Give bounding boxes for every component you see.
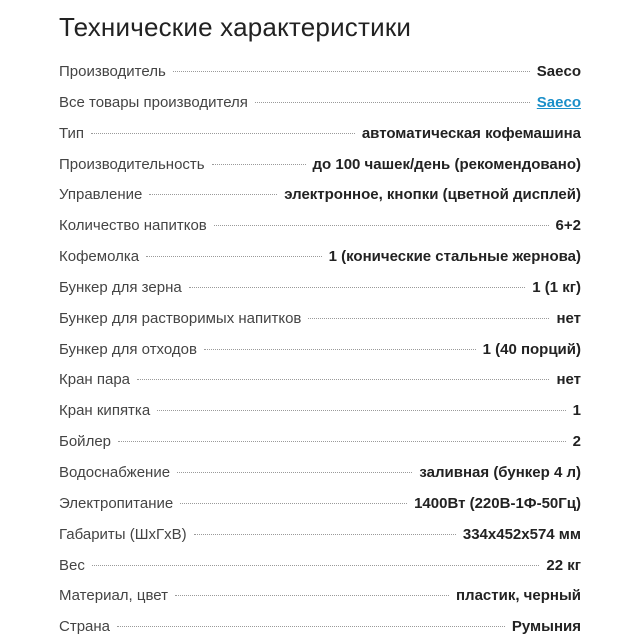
spec-label: Кран кипятка xyxy=(59,402,151,420)
dotted-leader xyxy=(137,379,549,380)
spec-label: Производительность xyxy=(59,155,205,173)
spec-label: Количество напитков xyxy=(59,217,207,235)
spec-value: нет xyxy=(556,371,581,389)
dotted-leader xyxy=(173,71,530,72)
dotted-leader xyxy=(91,133,355,134)
dotted-leader xyxy=(214,225,549,226)
spec-value: Saeco xyxy=(536,63,581,80)
spec-row-drinks-count xyxy=(59,211,581,242)
dotted-leader xyxy=(146,256,322,257)
spec-value: 334x452x574 мм xyxy=(462,525,581,543)
dotted-leader xyxy=(308,318,549,319)
spec-row-instant-hopper xyxy=(59,304,581,335)
spec-label: Материал, цвет xyxy=(59,587,168,605)
spec-value: 1 (конические стальные жернова) xyxy=(328,248,581,266)
dotted-leader xyxy=(212,164,306,165)
spec-row-type xyxy=(59,119,581,150)
spec-value: заливная (бункер 4 л) xyxy=(419,463,581,481)
spec-label: Бункер для растворимых напитков xyxy=(59,309,302,327)
spec-row-control xyxy=(59,180,581,211)
spec-value: 1 (1 кг) xyxy=(532,278,581,296)
spec-label: Бойлер xyxy=(59,433,112,451)
spec-label: Электропитание xyxy=(59,494,174,512)
spec-label: Управление xyxy=(59,186,143,204)
spec-row-manufacturer xyxy=(59,57,581,88)
dotted-leader xyxy=(189,287,526,288)
spec-label: Бункер для отходов xyxy=(59,340,197,358)
spec-label: Производитель xyxy=(59,63,166,80)
dotted-leader xyxy=(194,534,456,535)
spec-label: Все товары производителя xyxy=(59,93,248,111)
spec-list xyxy=(59,57,581,640)
spec-value: 22 кг xyxy=(546,556,581,574)
dotted-leader xyxy=(204,349,476,350)
spec-label: Страна xyxy=(59,618,111,636)
spec-row-bean-hopper xyxy=(59,273,581,304)
spec-row-boiler xyxy=(59,427,581,458)
spec-row-waste-bin xyxy=(59,335,581,366)
dotted-leader xyxy=(118,441,566,442)
spec-label: Бункер для зерна xyxy=(59,278,182,296)
spec-row-power xyxy=(59,489,581,520)
spec-row-steam-tap xyxy=(59,365,581,396)
spec-value: автоматическая кофемашина xyxy=(361,124,581,142)
manufacturer-products-link[interactable]: Saeco xyxy=(536,93,581,111)
section-title: Технические характеристики xyxy=(59,12,412,42)
spec-row-capacity xyxy=(59,150,581,181)
dotted-leader xyxy=(149,194,277,195)
spec-value: нет xyxy=(556,309,581,327)
spec-row-dimensions xyxy=(59,520,581,551)
dotted-leader xyxy=(175,595,449,596)
spec-label: Кран пара xyxy=(59,371,131,389)
spec-label: Вес xyxy=(59,556,85,574)
spec-value: 1400Вт (220В-1Ф-50Гц) xyxy=(414,494,581,512)
spec-row-hot-water-tap xyxy=(59,396,581,427)
specifications-panel xyxy=(59,0,581,640)
dotted-leader xyxy=(177,472,412,473)
spec-row-material-color xyxy=(59,581,581,612)
spec-label: Кофемолка xyxy=(59,248,140,266)
spec-value: 2 xyxy=(572,433,581,451)
spec-value: до 100 чашек/день (рекомендовано) xyxy=(312,155,581,173)
spec-row-weight xyxy=(59,551,581,582)
spec-value: Румыния xyxy=(511,618,581,636)
spec-value: 1 (40 порций) xyxy=(482,340,581,358)
dotted-leader xyxy=(92,565,540,566)
spec-row-grinder xyxy=(59,242,581,273)
spec-row-country xyxy=(59,612,581,640)
spec-value: пластик, черный xyxy=(456,587,581,605)
spec-row-water-supply xyxy=(59,458,581,489)
spec-label: Тип xyxy=(59,124,85,142)
spec-label: Водоснабжение xyxy=(59,463,171,481)
dotted-leader xyxy=(157,410,565,411)
spec-label: Габариты (ШхГхВ) xyxy=(59,525,187,543)
dotted-leader xyxy=(255,102,530,103)
spec-value: 6+2 xyxy=(555,217,581,235)
dotted-leader xyxy=(117,626,505,627)
spec-row-all-products xyxy=(59,88,581,119)
dotted-leader xyxy=(180,503,407,504)
spec-value: электронное, кнопки (цветной дисплей) xyxy=(284,186,581,204)
spec-value: 1 xyxy=(572,402,581,420)
